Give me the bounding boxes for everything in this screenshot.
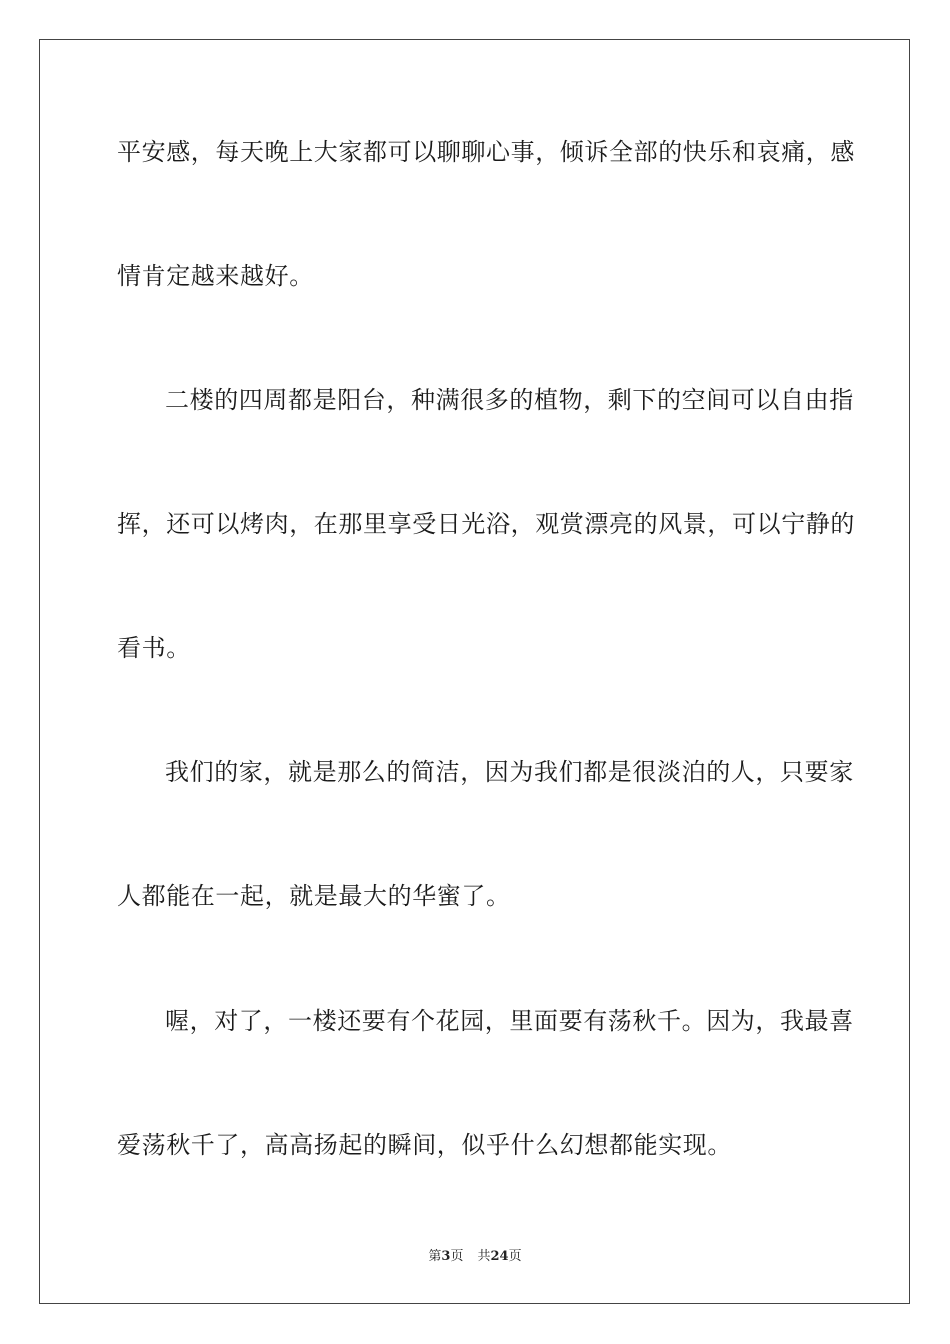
paragraph-2-line-2: 挥，还可以烤肉，在那里享受日光浴，观赏漂亮的风景，可以宁静的 [117,510,855,538]
paragraph-2-line-3: 看书。 [117,634,191,662]
paragraph-4-line-2: 爱荡秋千了，高高扬起的瞬间，似乎什么幻想都能实现。 [117,1131,732,1159]
paragraph-2-line-1: 二楼的四周都是阳台，种满很多的植物，剩下的空间可以自由指 [165,386,854,414]
page-footer [0,1248,950,1266]
footer-total-suffix: 页 [508,1249,522,1264]
paragraph-3-line-2: 人都能在一起，就是最大的华蜜了。 [117,882,511,910]
current-page-number: 3 [441,1249,451,1264]
paragraph-4-line-1: 喔，对了，一楼还要有个花园，里面要有荡秋千。因为，我最喜 [165,1007,854,1035]
total-pages-number: 24 [490,1249,509,1264]
paragraph-3-line-1: 我们的家，就是那么的简洁，因为我们都是很淡泊的人，只要家 [165,758,854,786]
footer-page-suffix: 页 [450,1249,464,1264]
footer-total-prefix: 共 [477,1249,491,1264]
page-border [39,39,910,1304]
paragraph-1-line-1: 平安感，每天晚上大家都可以聊聊心事，倾诉全部的快乐和哀痛，感 [117,138,855,166]
paragraph-1-line-2: 情肯定越来越好。 [117,262,314,290]
footer-prefix: 第 [428,1249,442,1264]
